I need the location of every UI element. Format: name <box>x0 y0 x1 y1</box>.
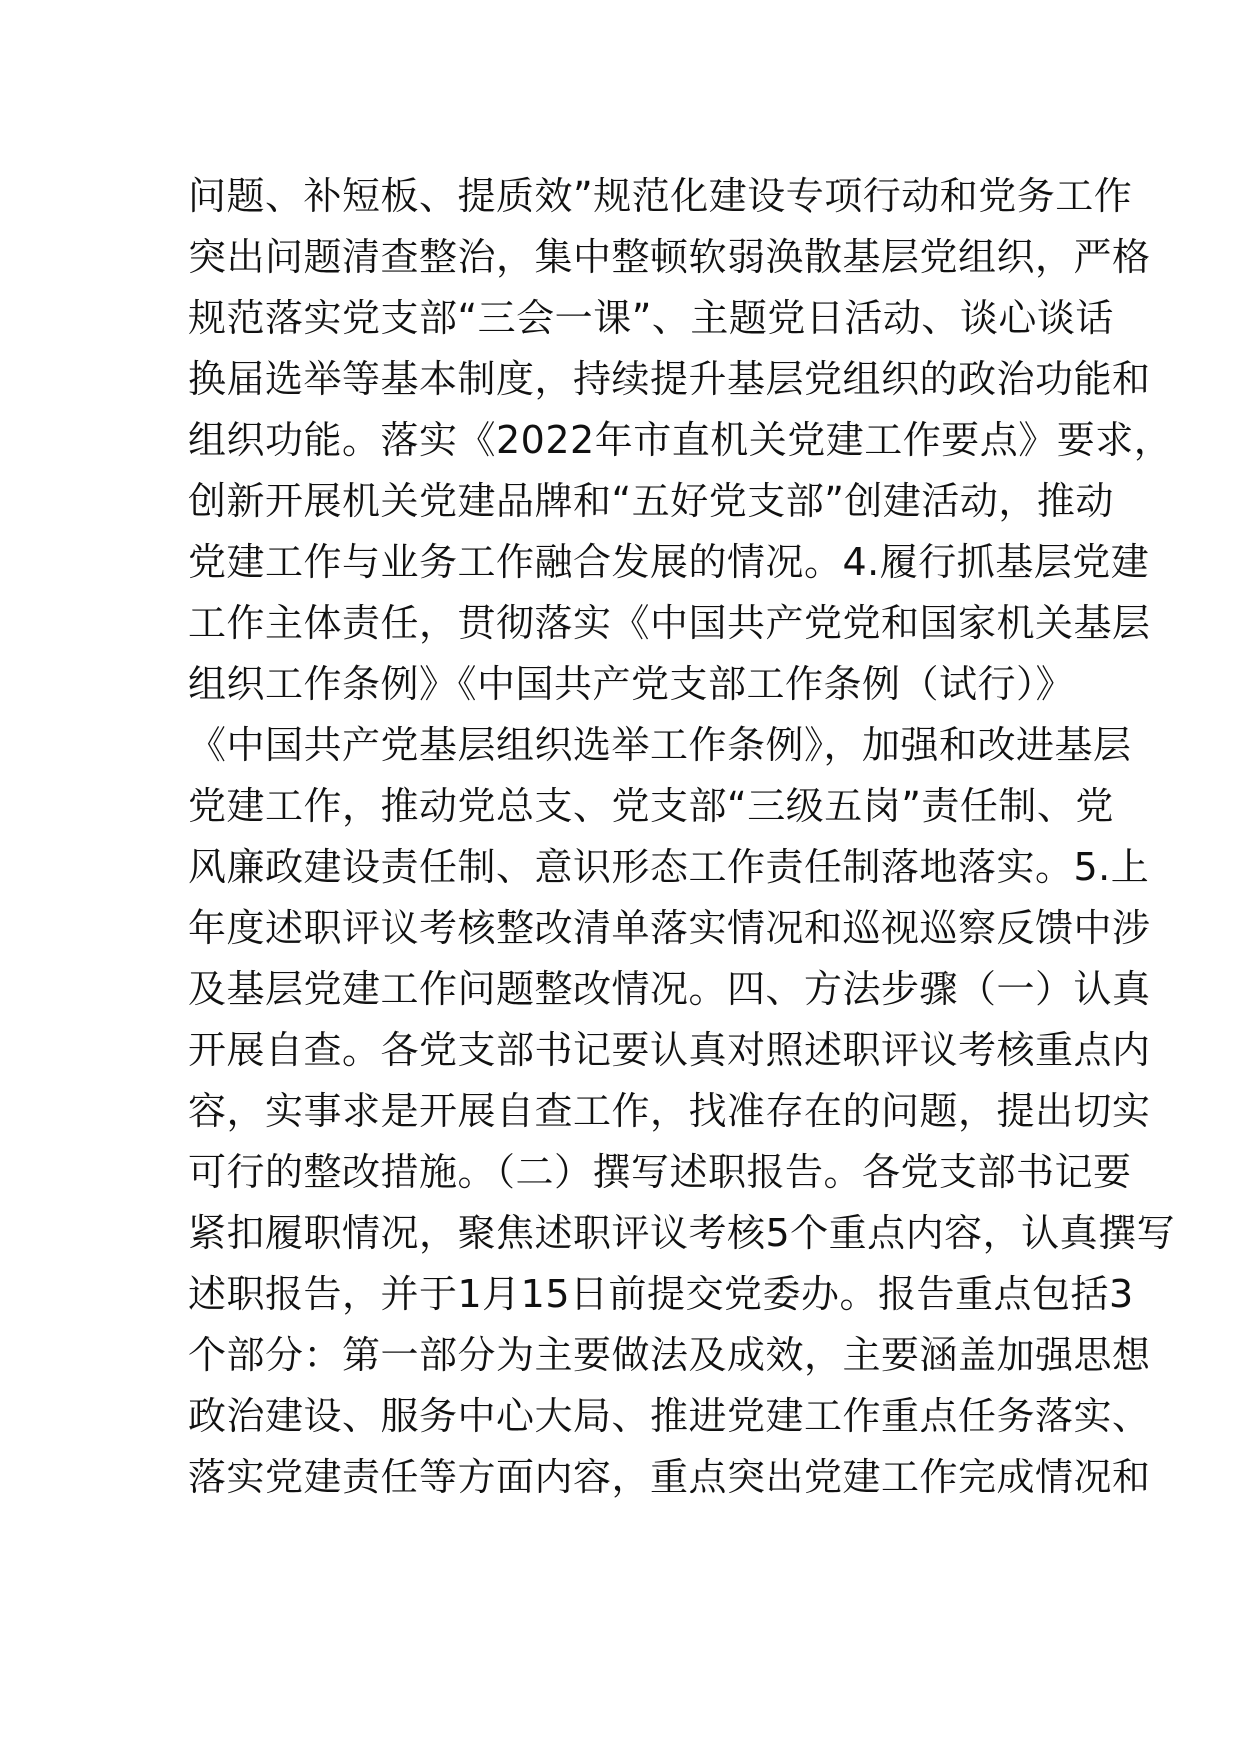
text-line: 创新开展机关党建品牌和“五好党支部”创建活动，推动 <box>188 479 1114 523</box>
text-line: 个部分：第一部分为主要做法及成效，主要涵盖加强思想 <box>188 1333 1151 1377</box>
text-line: 《中国共产党基层组织选举工作条例》，加强和改进基层 <box>188 723 1132 767</box>
text-line: 换届选举等基本制度，持续提升基层党组织的政治功能和 <box>188 357 1151 401</box>
text-line: 组织功能。落实《2022年市直机关党建工作要点》要求， <box>188 418 1173 462</box>
text-line: 政治建设、服务中心大局、推进党建工作重点任务落实、 <box>188 1394 1151 1438</box>
text-line: 党建工作，推动党总支、党支部“三级五岗”责任制、党 <box>188 784 1114 828</box>
text-line: 及基层党建工作问题整改情况。四、方法步骤（一）认真 <box>188 967 1151 1011</box>
text-line: 开展自查。各党支部书记要认真对照述职评议考核重点内 <box>188 1028 1151 1072</box>
text-line: 可行的整改措施。（二）撰写述职报告。各党支部书记要 <box>188 1150 1132 1194</box>
text-line: 问题、补短板、提质效”规范化建设专项行动和党务工作 <box>188 174 1133 218</box>
text-line: 落实党建责任等方面内容，重点突出党建工作完成情况和 <box>188 1455 1151 1499</box>
text-line: 工作主体责任，贯彻落实《中国共产党党和国家机关基层 <box>188 601 1151 645</box>
text-line: 规范落实党支部“三会一课”、主题党日活动、谈心谈话 <box>188 296 1114 340</box>
text-line: 述职报告，并于1月15日前提交党委办。报告重点包括3 <box>188 1272 1134 1316</box>
text-line: 党建工作与业务工作融合发展的情况。4.履行抓基层党建 <box>188 540 1150 584</box>
text-line: 容，实事求是开展自查工作，找准存在的问题，提出切实 <box>188 1089 1151 1133</box>
text-line: 紧扣履职情况，聚焦述职评议考核5个重点内容，认真撰写 <box>188 1211 1176 1255</box>
text-line: 年度述职评议考核整改清单落实情况和巡视巡察反馈中涉 <box>188 906 1151 950</box>
text-line: 组织工作条例》《中国共产党支部工作条例（试行）》 <box>188 662 1075 706</box>
body-text <box>188 166 1176 1508</box>
text-line: 风廉政建设责任制、意识形态工作责任制落地落实。5.上 <box>188 845 1150 889</box>
text-line: 突出问题清查整治，集中整顿软弱涣散基层党组织，严格 <box>188 235 1151 279</box>
